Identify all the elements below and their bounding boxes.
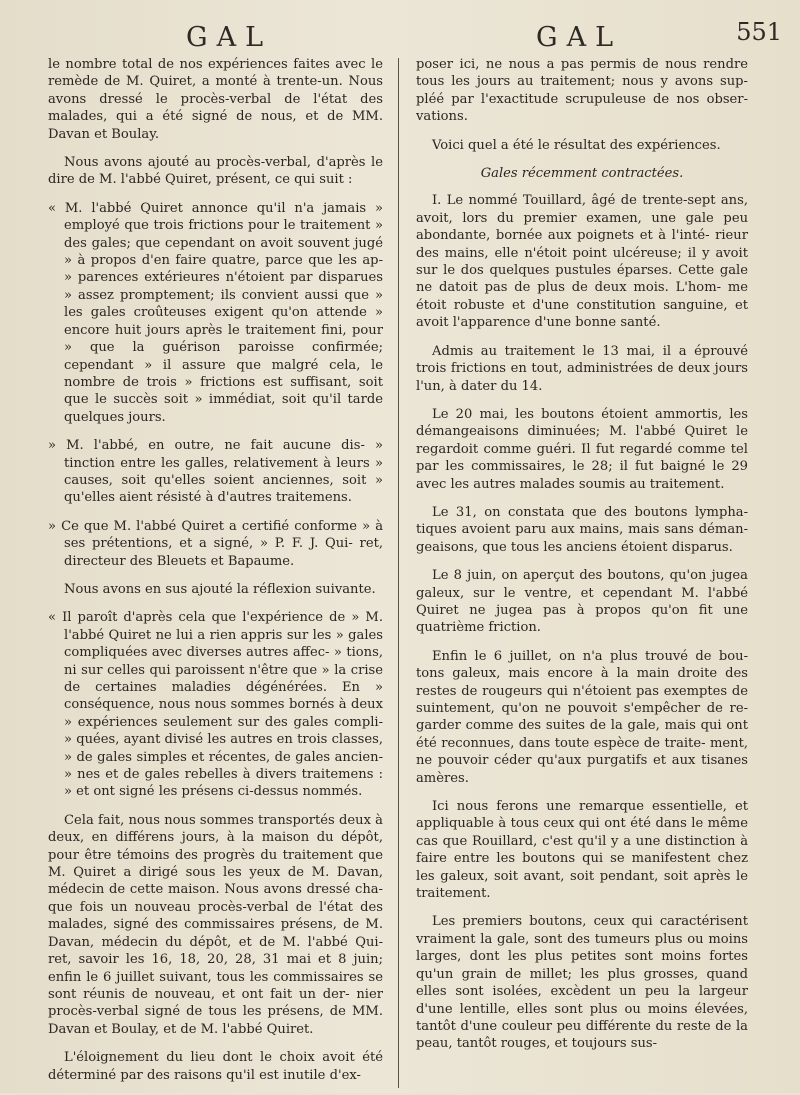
paragraph: Les premiers boutons, ceux qui caractérisent vraiment la gale, sont des tumeurs plus ou moins larges, dont les plus petites sont moins fortes qu'un grain de millet; les plus grosses, quand elles sont isolées, excèdent un peu la largeur d'une lentille, elles sont plus ou moins élevées, tantôt d'une couleur peu différente du reste de la peau, tantôt rouges, et toujours sus- xyxy=(416,914,748,1052)
paragraph: Cela fait, nous nous sommes transportés deux à deux, en différens jours, à la maison du dépôt, pour être témoins des progrès du traitement que M. Quiret a dirigé sous les yeux de M. Davan, médecin de cette maison. Nous avons dressé cha- que fois un nouveau procès-verbal de l'état des malades, signé des commissaires présens, de M. Davan, médecin du dépôt, et de M. l'abbé Qui- ret, savoir les 16, 18, 20, 28, 31 mai et 8 juin; enfin le 6 juillet suivant, tous les commissaires se sont réunis de nouveau, et ont fait un der- nier procès-verbal signé de tous les présens, de MM. Davan et Boulay, et de M. l'abbé Quiret. xyxy=(48,812,383,1037)
running-head-left: GAL xyxy=(186,22,272,53)
column-divider xyxy=(398,58,399,1088)
paragraph: Le 20 mai, les boutons étoient ammortis, les démangeaisons diminuées; M. l'abbé Quiret le regardoit comme guéri. Il fut regardé comme tel par les commissaires, le 28; il fut baigné le 29 avec les autres malades soumis au traitement. xyxy=(416,406,748,492)
left-column xyxy=(48,56,383,1095)
paragraph: « Il paroît d'après cela que l'expérience de » M. l'abbé Quiret ne lui a rien appris sur les » gales compliquées avec diverses autres affec- » tions, ni sur celles qui paroissent n'être que » la crise de certaines maladies dégénérées. En » conséquence, nous nous sommes bornés à deux » expériences seulement sur des gales compli- » quées, ayant divisé les autres en trois classes, » de gales simples et récentes, de gales ancien- » nes et de gales rebelles à divers traitemens : » et ont signé les présens ci-dessus nommés. xyxy=(48,610,383,800)
page-number: 551 xyxy=(736,18,782,46)
paragraph: Admis au traitement le 13 mai, il a éprouvé trois frictions en tout, administrées de deux jours l'un, à dater du 14. xyxy=(416,343,748,394)
paragraph: « M. l'abbé Quiret annonce qu'il n'a jamais » employé que trois frictions pour le traitement » des gales; que cependant on avoit souvent jugé » à propos d'en faire quatre, parce que les ap- » parences extérieures n'étoient par disparues » assez promptement; ils convient aussi que » les gales croûteuses exigent qu'on attende » encore huit jours après le traitement fini, pour » que la guérison paroisse confirmée; cependant » il assure que malgré cela, le nombre de trois » frictions est suffisant, soit que le succès soit » immédiat, soit qu'il tarde quelques jours. xyxy=(48,200,383,425)
paragraph: » M. l'abbé, en outre, ne fait aucune dis- » tinction entre les galles, relativement à leurs » causes, soit qu'elles soient anciennes, soit » qu'elles aient résisté à d'autres traitemens. xyxy=(48,438,383,506)
paragraph: » Ce que M. l'abbé Quiret a certifié conforme » à ses prétentions, et a signé, » P. F. J. Qui- ret, directeur des Bleuets et Bapaume. xyxy=(48,518,383,569)
paragraph: Nous avons en sus ajouté la réflexion suivante. xyxy=(64,581,376,597)
paragraph: Le 31, on constata que des boutons lympha- tiques avoient paru aux mains, mais sans déman- geaisons, que tous les anciens étoient disparus. xyxy=(416,504,748,555)
paragraph: Enfin le 6 juillet, on n'a plus trouvé de bou- tons galeux, mais encore à la main droite des restes de rougeurs qui n'étoient pas exemptes de suintement, qu'on ne pouvoit s'empêcher de re- garder comme des suites de la gale, mais qui ont été reconnues, dans toute espèce de traite- ment, ne pouvoir céder qu'aux purgatifs et aux tisanes amères. xyxy=(416,648,748,786)
section-heading: Gales récemment contractées. xyxy=(480,166,684,182)
paragraph: L'éloignement du lieu dont le choix avoit été déterminé par des raisons qu'il est inutile d'ex- xyxy=(48,1050,383,1083)
right-column xyxy=(416,56,748,1064)
paragraph: poser ici, ne nous a pas permis de nous rendre tous les jours au traitement; nous y avons sup- pléé par l'exactitude scrupuleuse de nos obser- vations. xyxy=(416,57,748,125)
paragraph: Ici nous ferons une remarque essentielle, et appliquable à tous ceux qui ont été dans le même cas que Rouillard, c'est qu'il y a une distinction à faire entre les boutons qui se manifestent chez les galeux, soit avant, soit pendant, soit après le traitement. xyxy=(416,799,748,902)
paragraph: le nombre total de nos expériences faites avec le remède de M. Quiret, a monté à trente-un. Nous avons dressé le procès-verbal de l'état des malades, qui a été signé de nous, et de MM. Davan et Boulay. xyxy=(48,57,383,142)
running-head-right: GAL xyxy=(536,22,622,53)
paragraph: I. Le nommé Touillard, âgé de trente-sept ans, avoit, lors du premier examen, une gale peu abondante, bornée aux poignets et à l'inté- rieur des mains, elle n'étoit point ulcéreuse; il y avoit sur le dos quelques pustules éparses. Cette gale ne datoit pas de plus de deux mois. L'hom- me étoit robuste et d'une constitution sanguine, et avoit l'apparence d'une bonne santé. xyxy=(416,193,748,331)
paragraph: Le 8 juin, on aperçut des boutons, qu'on jugea galeux, sur le ventre, et cependant M. l'abbé Quiret ne jugea pas à propos qu'on fit une quatrième friction. xyxy=(416,568,748,636)
paragraph: Voici quel a été le résultat des expériences. xyxy=(432,137,721,153)
paragraph: Nous avons ajouté au procès-verbal, d'après le dire de M. l'abbé Quiret, présent, ce qui suit : xyxy=(48,155,383,188)
